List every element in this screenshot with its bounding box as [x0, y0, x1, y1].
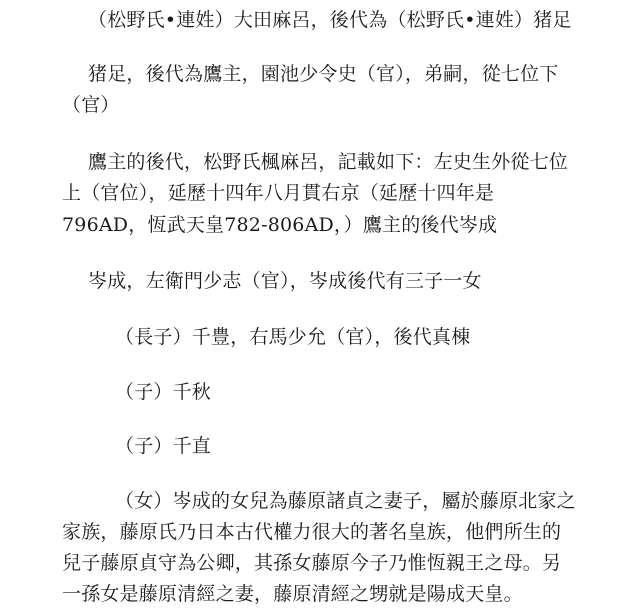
- text-line: （子）千直: [115, 435, 212, 457]
- text-line: 上（官位），延歷十四年八月貫右京（延歷十四年是: [62, 182, 495, 204]
- text-line: （松野氏•連姓）大田麻呂，後代為（松野氏•連姓）猪足: [88, 9, 572, 31]
- text-line: （官）: [62, 94, 120, 116]
- text-line: 796AD，恆武天皇782-806AD，）鷹主的後代岑成: [62, 214, 498, 236]
- text-line: 鷹主的後代，松野氏楓麻呂，記載如下：左史生外從七位: [88, 151, 569, 173]
- text-line: 一孫女是藤原清經之妻，藤原清經之甥就是陽成天皇。: [62, 583, 523, 605]
- text-line: （女）岑成的女兒為藤原諸貞之妻子，屬於藤原北家之: [115, 490, 576, 512]
- text-line: （長子）千豊，右馬少允（官），後代真棟: [115, 326, 471, 348]
- text-line: 岑成，左衛門少志（官），岑成後代有三子一女: [88, 270, 482, 292]
- text-line: 家族，藤原氏乃日本古代權力很大的著名皇族，他們所生的: [62, 521, 562, 543]
- text-line: （子）千秋: [115, 381, 212, 403]
- text-line: 兒子藤原貞守為公卿，其孫女藤原今子乃惟恆親王之母。另: [62, 552, 562, 574]
- text-line: 猪足，後代為鷹主，園池少令史（官），弟嗣，從七位下: [88, 63, 559, 85]
